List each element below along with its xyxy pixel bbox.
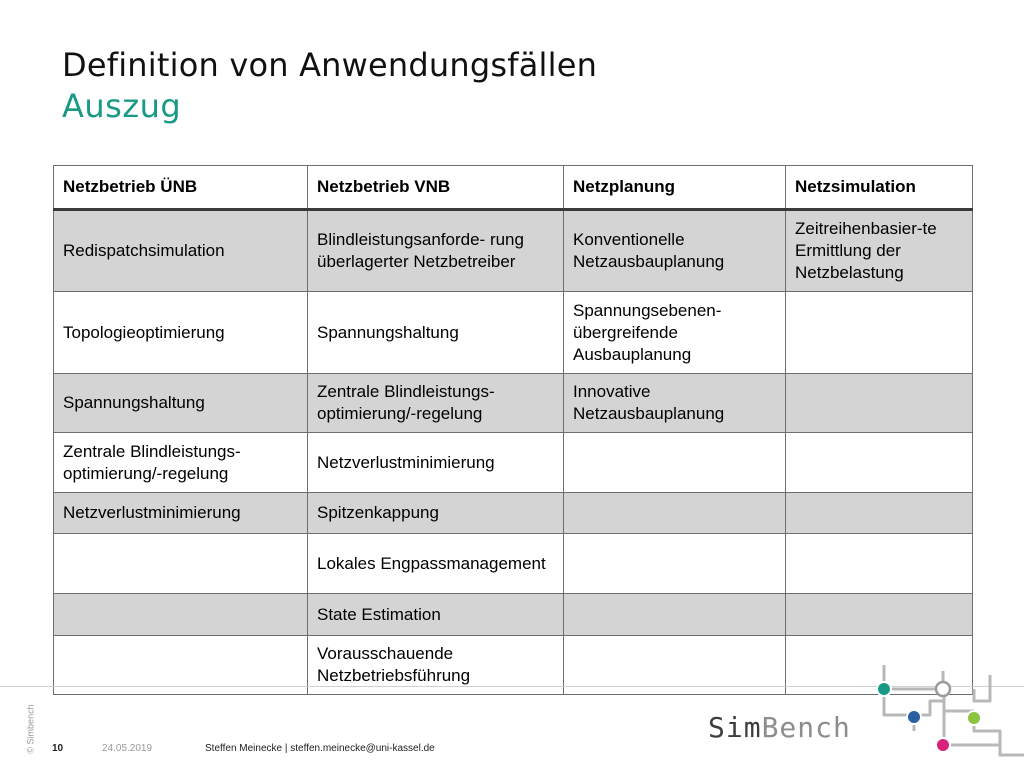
table-header-row	[54, 166, 973, 210]
table-cell	[786, 433, 973, 493]
side-copyright-text: © Simbench	[25, 704, 36, 754]
table-cell: Lokales Engpassmanagement	[308, 534, 564, 594]
table-cell: Netzverlustminimierung	[54, 493, 308, 534]
node-magenta	[936, 738, 950, 752]
table-cell	[54, 534, 308, 594]
table-cell	[786, 374, 973, 433]
slide-subtitle: Auszug	[62, 87, 182, 125]
table-row	[54, 493, 973, 534]
table-cell	[786, 534, 973, 594]
table-cell	[786, 594, 973, 636]
table-cell: Blindleistungsanforde- rung überlagerter Netzbetreiber	[308, 210, 564, 292]
table-cell	[564, 493, 786, 534]
table-cell: Zentrale Blindleistungs- optimierung/-regelung	[308, 374, 564, 433]
table-cell: Redispatchsimulation	[54, 210, 308, 292]
table-cell: Vorausschauende Netzbetriebsführung	[308, 636, 564, 695]
footer-date: 24.05.2019	[102, 743, 153, 754]
header-netzbetrieb-vnb: Netzbetrieb VNB	[308, 166, 564, 210]
page-number: 10	[52, 743, 64, 754]
table-cell	[564, 594, 786, 636]
table-cell: Spannungshaltung	[54, 374, 308, 433]
table-cell: Spitzenkappung	[308, 493, 564, 534]
simbench-logo	[708, 711, 851, 744]
header-netzbetrieb-uenb: Netzbetrieb ÜNB	[54, 166, 308, 210]
table-cell: Topologieoptimierung	[54, 292, 308, 374]
header-netzplanung: Netzplanung	[564, 166, 786, 210]
table-cell: Innovative Netzausbauplanung	[564, 374, 786, 433]
table-cell	[564, 433, 786, 493]
network-graphic-icon	[870, 665, 1024, 768]
table-cell: Spannungshaltung	[308, 292, 564, 374]
table-cell	[786, 292, 973, 374]
logo-sim-text: Sim	[708, 711, 762, 744]
header-netzsimulation: Netzsimulation	[786, 166, 973, 210]
table-cell	[564, 534, 786, 594]
table-cell: Konventionelle Netzausbauplanung	[564, 210, 786, 292]
node-blue	[907, 710, 921, 724]
table-cell	[54, 594, 308, 636]
node-teal	[877, 682, 891, 696]
table-cell: Zentrale Blindleistungs- optimierung/-regelung	[54, 433, 308, 493]
table-row	[54, 594, 973, 636]
use-case-table	[53, 165, 973, 695]
footer-author: Steffen Meinecke | steffen.meinecke@uni-kassel.de	[205, 743, 435, 754]
table-cell: Zeitreihenbasier-te Ermittlung der Netzbelastung	[786, 210, 973, 292]
table-row	[54, 292, 973, 374]
table-row	[54, 210, 973, 292]
slide-title: Definition von Anwendungsfällen	[62, 46, 598, 84]
table-cell: Spannungsebenen- übergreifende Ausbauplanung	[564, 292, 786, 374]
side-copyright	[20, 704, 40, 758]
logo-bench-text: Bench	[761, 711, 851, 744]
table-cell	[786, 493, 973, 534]
table-row	[54, 374, 973, 433]
table-row	[54, 433, 973, 493]
node-green	[967, 711, 981, 725]
table-row	[54, 534, 973, 594]
table-cell: Netzverlustminimierung	[308, 433, 564, 493]
table-cell: State Estimation	[308, 594, 564, 636]
node-hollow	[936, 682, 950, 696]
